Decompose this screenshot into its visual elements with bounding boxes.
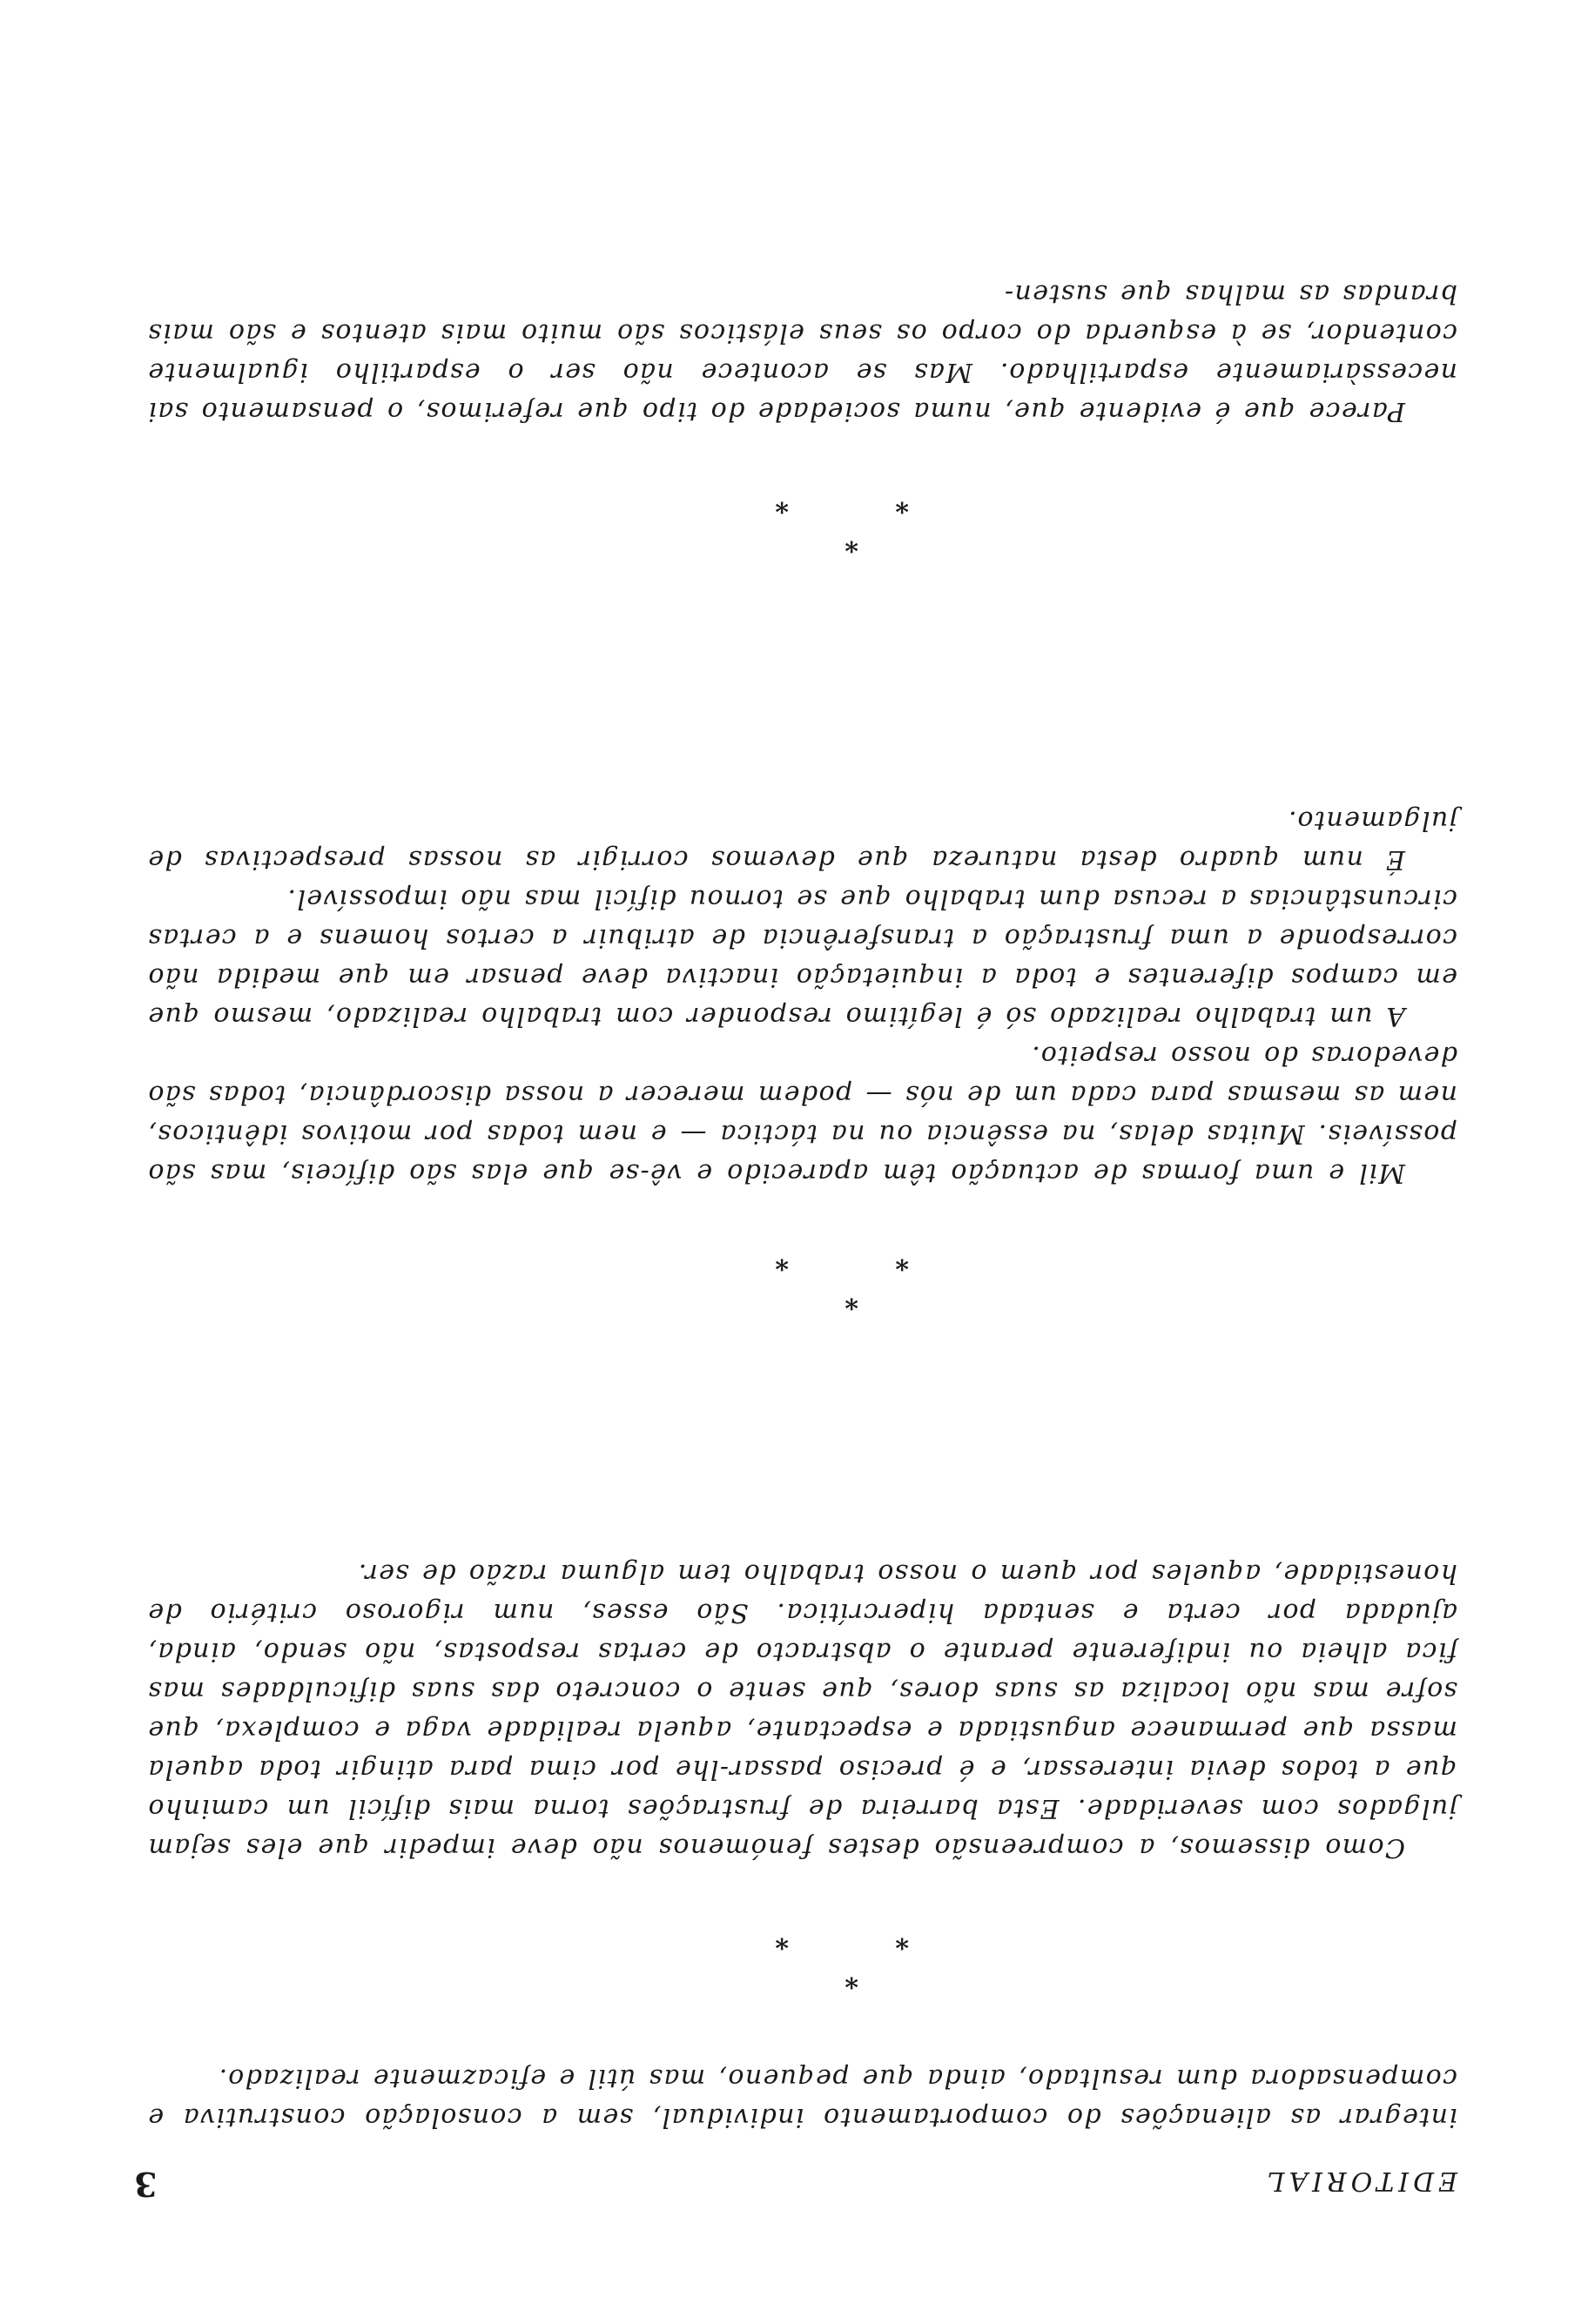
section-separator bbox=[700, 1245, 909, 1314]
paragraph-block bbox=[147, 2059, 1457, 2137]
separator-star: * bbox=[844, 527, 858, 557]
paragraph: É num quadro desta natureza que devemos corrigir as nossas prespectivas de julgamento. bbox=[147, 805, 1457, 875]
separator-star: * bbox=[895, 487, 909, 518]
separator-star: * bbox=[895, 1924, 909, 1954]
separator-star: * bbox=[844, 1284, 858, 1314]
page-number: 3 bbox=[134, 2165, 158, 2204]
paragraph-block bbox=[147, 801, 1457, 1192]
paragraph-block bbox=[147, 1554, 1457, 1867]
section-separator bbox=[700, 1924, 909, 1993]
separator-star: * bbox=[775, 1924, 789, 1954]
paragraph-block bbox=[147, 274, 1457, 431]
paragraph: A um trabalho realizado só é legítimo responder com trabalho realizado, mesmo que em campos diferentes e toda a inquietação inactiva deve pensar em que medida não corresponde a uma frustração a transferência de atribuir a certos homens e a certas circunstâncias a recusa dum trabalho que se tornou difícil mas não impossível. bbox=[147, 883, 1457, 1031]
separator-star: * bbox=[895, 1245, 909, 1275]
separator-star: * bbox=[844, 1963, 858, 1993]
paragraph: Parece que é evidente que, numa sociedade do tipo que referimos, o pensamento sai necessàriamente espartilhado. Mas se acontece não ser o espartilho igualmente contendor, se à esquerda do corpo os seus elásticos são muito mais atentos e são mais brandas as malhas que susten- bbox=[147, 279, 1457, 427]
page-header bbox=[134, 2165, 1457, 2204]
paragraph: Mil e uma formas de actuação têm aparecido e vê-se que elas são difíceis, mas são possíveis. Muitas delas, na essência ou na táctica — e nem todas por motivos idênticos, nem as mesmas para cada um de nós — podem merecer a nossa discordância, todas são devedoras do nosso respeito. bbox=[147, 1040, 1457, 1188]
paragraph: Como dissemos, a compreensão destes fenómenos não deve impedir que eles sejam julgados com severidade. Esta barreira de frustrações torna mais difícil um caminho que a todos devia interessar, e é preciso passar-lhe por cima para atingir toda aquela massa que permanece angustiada e espectante, aquela realidade vaga e complexa, que sofre mas não localiza as suas dores, que sente o concreto das suas dificuldades mas fica alheia ou indiferente perante o abstracto de certas respostas, não sendo, ainda, ajudada por certa e sentada hipercrítica. São esses, num rigoroso critério de honestidade, aqueles por quem o nosso trabalho tem alguma razão de ser. bbox=[147, 1558, 1457, 1863]
separator-star: * bbox=[775, 487, 789, 518]
paragraph-continuation: integrar as alienações do comportamento individual, sem a consolação construtiva e compensadora dum resultado, ainda que pequeno, mas útil e eficazmente realizado. bbox=[147, 2063, 1457, 2133]
separator-star: * bbox=[775, 1245, 789, 1275]
running-title: EDITORIAL bbox=[1262, 2166, 1457, 2196]
section-separator bbox=[700, 487, 909, 557]
